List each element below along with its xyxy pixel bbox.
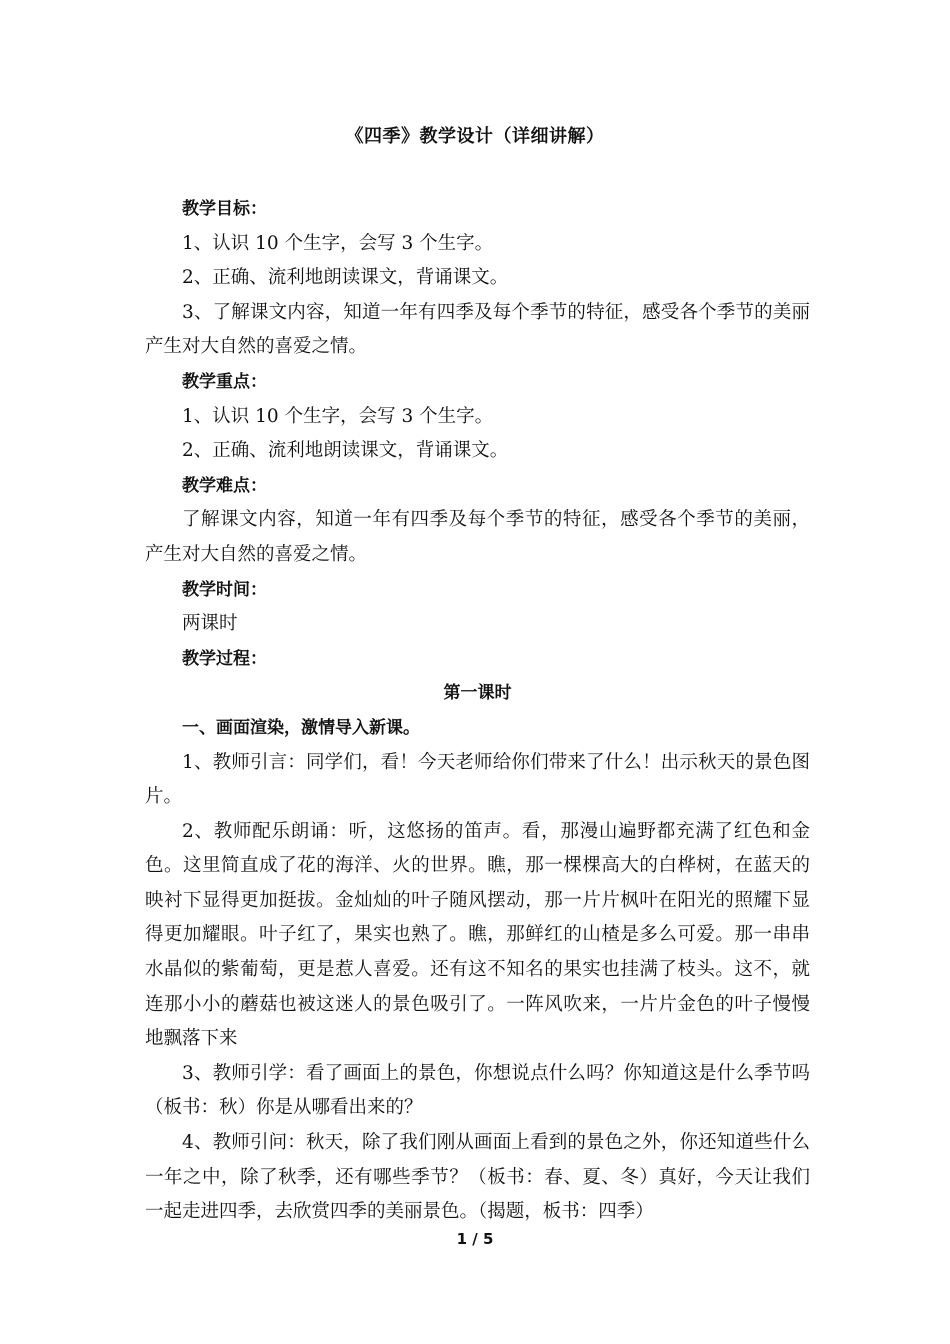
objective-item: 1、认识 10 个生字，会写 3 个生字。 (182, 232, 494, 254)
document-title: 《四季》教学设计（详细讲解） (345, 126, 605, 147)
process-step: 4、教师引问：秋天，除了我们刚从画面上看到的景色之外，你还知道些什么一年之中，除了秋季，还有哪些季节？（板书：春、夏、冬）真好，今天让我们一起走进四季，去欣赏四季的美丽景色。（揭题，板书：四季） (145, 1132, 810, 1223)
process-step: 2、教师配乐朗诵：听，这悠扬的笛声。看，那漫山遍野都充满了红色和金色。这里简直成了花的海洋、火的世界。瞧，那一棵棵高大的白桦树，在蓝天的映衬下显得更加挺拔。金灿灿的叶子随风摆动，那一片片枫叶在阳光的照耀下显得更加耀眼。叶子红了，果实也熟了。瞧，那鲜红的山楂是多么可爱。那一串串水晶似的紫葡萄，更是惹人喜爱。还有这不知名的果实也挂满了枝头。这不，就连那小小的蘑菇也被这迷人的景色吸引了。一阵风吹来，一片片金色的叶子慢慢地飘落下来 (145, 820, 810, 1050)
section-heading: 一、画面渲染，激情导入新课。 (182, 717, 420, 738)
objective-item: 3、了解课文内容，知道一年有四季及每个季节的特征，感受各个季节的美丽产生对大自然的喜爱之情。 (145, 301, 810, 358)
key-points-heading: 教学重点： (182, 371, 267, 392)
process-step: 3、教师引学：看了画面上的景色，你想说点什么吗？你知道这是什么季节吗（板书：秋）你是从哪看出来的？ (145, 1062, 810, 1119)
objective-item: 2、正确、流利地朗读课文，背诵课文。 (182, 267, 509, 289)
document-body (145, 192, 810, 1230)
difficulty-heading: 教学难点： (182, 475, 267, 496)
page-number: 1 / 5 (456, 1230, 494, 1248)
key-point-item: 1、认识 10 个生字，会写 3 个生字。 (182, 405, 494, 427)
process-step: 1、教师引言：同学们，看！今天老师给你们带来了什么！出示秋天的景色图片。 (145, 751, 810, 808)
process-heading: 教学过程： (182, 648, 267, 669)
time-text: 两课时 (182, 613, 238, 635)
key-point-item: 2、正确、流利地朗读课文，背诵课文。 (182, 440, 509, 462)
lesson-heading: 第一课时 (443, 683, 512, 704)
difficulty-text: 了解课文内容，知道一年有四季及每个季节的特征，感受各个季节的美丽，产生对大自然的喜爱之情。 (145, 509, 810, 565)
time-heading: 教学时间： (182, 579, 267, 600)
objectives-heading: 教学目标： (182, 199, 267, 219)
